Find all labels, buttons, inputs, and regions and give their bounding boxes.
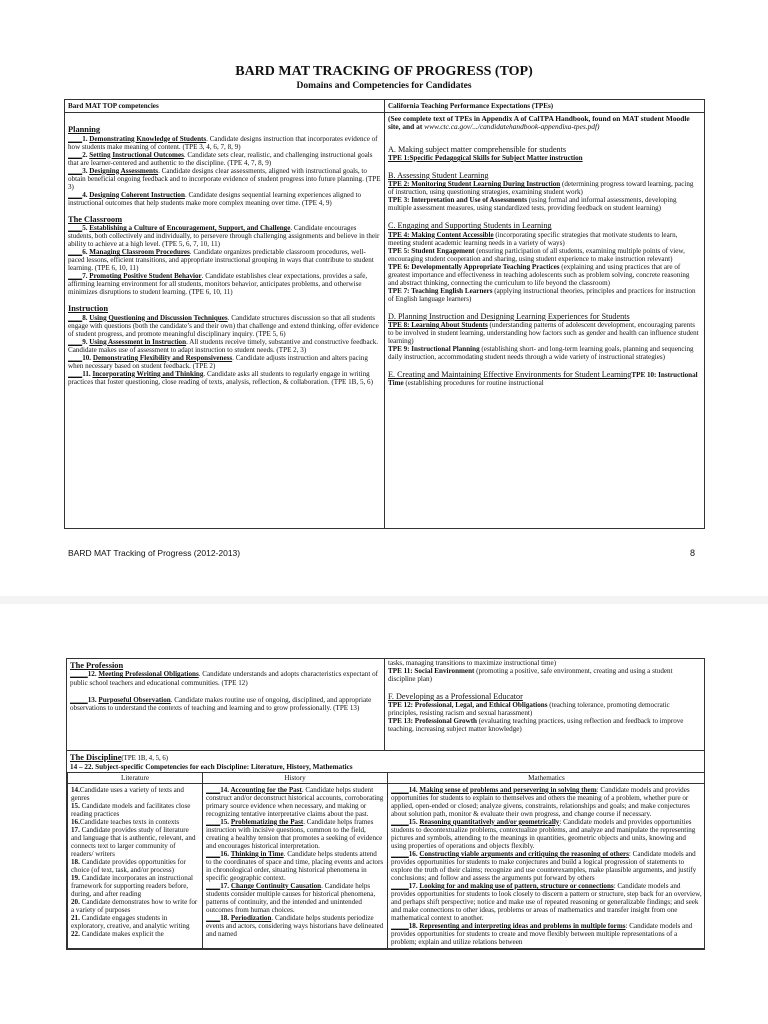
item-description: . Candidate adjusts instruction and alters pacing when necessary based on student feedback. (TPE 2) — [68, 353, 368, 370]
item-number: 8. — [82, 313, 90, 322]
history-item — [206, 818, 384, 850]
tpe-entry — [388, 154, 701, 162]
tpe-description: (establishing short- and long-term learning goals, planning and sequencing daily instruction, accommodating student needs through a wide variety of instructional strategies) — [388, 345, 694, 362]
blank-line: ____ — [206, 914, 221, 923]
item-number: 13. — [87, 695, 99, 704]
tpe-label: TPE 7: Teaching English Learners — [388, 286, 493, 295]
item-number: 15. — [408, 817, 420, 826]
literature-item — [71, 786, 199, 802]
blank-line: ____ — [68, 369, 83, 378]
tpe-11-text: (promoting a positive, safe environment, creating and using a student discipline plan) — [388, 667, 673, 684]
blank-line: ____ — [68, 353, 83, 362]
tpe-label: TPE 1:Specific Pedagogical Skills for Subject Matter instruction — [388, 154, 583, 162]
tpe-intro — [388, 115, 701, 132]
tpe-label: TPE 2: Monitoring Student Learning During Instruction — [388, 180, 561, 189]
tpe-description: (determining progress toward learning, pacing of instruction, using questioning strategies, examining student work) — [388, 180, 694, 197]
competency-item — [68, 135, 381, 151]
item-number: 18. — [408, 922, 420, 931]
section-heading: The Classroom — [68, 214, 123, 224]
item-number: 16. — [220, 849, 231, 858]
item-description: Candidate models and facilitates close reading practices — [71, 801, 191, 818]
blank-line: _____ — [70, 695, 88, 704]
tpe-entry — [388, 345, 701, 361]
history-item — [206, 914, 384, 938]
discipline-cell — [67, 751, 705, 950]
item-title: Demonstrating Flexibility and Responsiveness — [92, 353, 233, 362]
section-heading: The Profession — [70, 661, 124, 670]
history-cell — [203, 783, 388, 948]
item-title: Setting Instructional Outcomes — [89, 150, 184, 159]
item-title: Managing Classroom Procedures — [89, 248, 190, 257]
item-description: . Candidate makes routine use of ongoing, disciplined, and appropriate observations to understand the contexts of teaching and learning and to grow professionally. (TPE 13) — [70, 695, 372, 712]
item-title: Establishing a Culture of Encouragement, Support, and Challenge — [89, 224, 291, 233]
tpe-13-label: TPE 13: Professional Growth — [388, 717, 478, 726]
item-description: . Candidate designs instruction that incorporates evidence of how students make meaning of content. (TPE 3, 4, 6, 7, 8, 9) — [68, 134, 378, 151]
competency-item — [70, 696, 381, 712]
tpe-description: (incorporating specific strategies that motivate students to learn, meeting student academic learning needs in a variety of ways) — [388, 230, 678, 247]
item-number: 20. — [71, 898, 80, 907]
tpe-entry — [388, 287, 701, 303]
item-number: 2. — [82, 150, 90, 159]
tpe-group-heading: E. Creating and Maintaining Effective Environments for Student Learning — [388, 370, 632, 380]
item-description: . Candidate asks all students to regularly engage in writing practices that foster questioning, close reading of texts, analysis, reflection, & collaboration. (TPE 1B, 5, 6) — [68, 369, 373, 386]
item-description: : Candidate models and provides opportunities students to decontextualize problems, contextualize problems, and analyze and manipulate the representing pictures and symbols, attending to the meanings in quantities, geometric objects and units, knowing and using properties of operations and objects flexibly. — [391, 817, 696, 850]
item-title: Using Assessment in Instruction — [89, 337, 187, 346]
tpe-entry — [388, 263, 701, 287]
blank-line: ____ — [206, 882, 221, 890]
item-number: 14. — [408, 785, 420, 794]
item-description: . Candidate helps students attend to the coordinates of space and time, placing events and actors in chronological order, situating historical phenomena in specific geographic context. — [206, 849, 384, 882]
bard-competencies-cell — [65, 113, 385, 529]
item-title: Demonstrating Knowledge of Students — [89, 134, 207, 143]
literature-item — [71, 914, 199, 930]
tpe-12-label: TPE 12: Professional, Legal, and Ethical Obligations — [388, 701, 548, 710]
item-number: 16. — [408, 849, 420, 858]
blank-line: _____ — [70, 670, 88, 679]
blank-line: _____ — [391, 785, 409, 794]
item-title: Representing and interpreting ideas and problems in multiple forms — [419, 922, 626, 931]
blank-line: ____ — [68, 190, 83, 199]
tpe-11-label: TPE 11: Social Environment — [388, 667, 475, 676]
tpe-entry — [388, 196, 701, 212]
math-item — [391, 818, 702, 850]
page-title: BARD MAT TRACKING OF PROGRESS (TOP) — [235, 64, 533, 79]
item-description: Candidate provides study of literature and language that is authentic, relevant, and connects text to larger community of readers/ writers — [71, 825, 196, 858]
item-title: Accounting for the Past — [230, 785, 302, 794]
item-description: . Candidate helps frames instruction with incisive questions, common to the field, creating a healthy tension that promotes a seeking of evidence and encourages historical interpretation. — [206, 817, 383, 850]
tpe-label: TPE 8: Learning About Students — [388, 321, 488, 330]
discipline-header — [67, 751, 704, 772]
math-item — [391, 850, 702, 882]
tpe-description: (ensuring participation of all students, examining multiple points of view, encouraging student cooperation and sharing, using student experience to make instruction relevant) — [388, 246, 685, 263]
item-description: . Candidate helps students periodize events and actors, considering ways historians have delineated and named — [206, 914, 384, 939]
item-description: Candidate provides opportunities for choice (of text, task, and/or process) — [71, 857, 186, 874]
item-description: : Candidate models and provides opportunities for students to create and move flexibly between multiple representations of a problem; explain and utilize relations between — [391, 922, 693, 947]
history-item — [206, 786, 384, 818]
discipline-tpe: (TPE 1B, 4, 5, 6) — [121, 755, 169, 762]
item-description: . Candidate organizes predictable classroom procedures, well-paced lessons, efficient transitions, and appropriate instructional grouping in ways that contribute to student learning. (TPE 6, 10, 11) — [68, 248, 374, 273]
item-title: Incorporating Writing and Thinking — [92, 369, 204, 378]
item-title: Designing Assessments — [89, 166, 159, 175]
item-number: 11. — [82, 369, 93, 378]
item-number: 10. — [82, 353, 93, 362]
tpe-entry — [388, 231, 701, 247]
competency-item — [68, 314, 381, 338]
math-item — [391, 882, 702, 922]
item-description: Candidate incorporates an instructional framework for supporting readers before, during, and after reading — [71, 873, 193, 899]
item-number: 18. — [220, 914, 231, 923]
item-title: Purposeful Observation — [98, 695, 171, 704]
blank-line: ____ — [206, 817, 221, 826]
col-header-mathematics: Mathematics — [388, 772, 705, 783]
blank-line: _____ — [391, 817, 409, 826]
tpe-description: (using formal and informal assessments, developing multiple assessment measures, using standardized tests, providing feedback on student learning) — [388, 196, 677, 213]
competency-item — [68, 370, 381, 386]
tpe-cell — [385, 113, 705, 529]
blank-line: _____ — [391, 922, 409, 931]
item-description: . Candidate structures discussion so that all students engage with questions (both the candidate’s and their own) that challenge and extend thinking, offer evidence of student progress, and promote meaningful disciplinary inquiry. (TPE 5, 6) — [68, 313, 379, 338]
item-number: 9. — [82, 337, 90, 346]
tpe-label: TPE 5: Student Engagement — [388, 246, 475, 255]
tpe-label: TPE 3: Interpretation and Use of Assessments — [388, 196, 527, 205]
discipline-table — [67, 772, 705, 949]
item-description: Candidate demonstrates how to write for a variety of purposes — [71, 898, 198, 915]
item-description: . Candidate designs clear assessments, aligned with instructional goals, to obtain beneficial ongoing feedback and to incorporate evidence of student progress into future planning. (TPE 3) — [68, 166, 381, 191]
tpe-12 — [388, 701, 701, 717]
tpe-label: TPE 9: Instructional Planning — [388, 345, 480, 354]
tpe-continued-text: tasks, managing transitions to maximize instructional time) — [388, 659, 557, 667]
item-number: 15. — [220, 817, 231, 826]
item-number: 6. — [82, 248, 90, 257]
item-description: . Candidate encourages students, both collectively and individually, to persevere through challenging assignments and believe in their ability to achieve at a high level. (TPE 5, 6, 7, 10, 11) — [68, 224, 380, 249]
tpe-entry — [388, 321, 701, 345]
item-title: Meeting Professional Obligations — [98, 670, 199, 679]
blank-line: ____ — [68, 337, 83, 346]
profession-table — [66, 658, 705, 950]
literature-item — [71, 826, 199, 858]
history-item — [206, 882, 384, 914]
literature-item — [71, 874, 199, 898]
literature-item — [71, 802, 199, 818]
blank-line: ____ — [68, 248, 83, 257]
item-description: Candidate uses a variety of texts and genres — [71, 785, 184, 802]
blank-line: ____ — [206, 785, 221, 794]
math-item — [391, 922, 702, 946]
item-number: 14. — [71, 785, 80, 794]
page-two — [0, 604, 768, 1024]
item-description: . All students receive timely, substantive and constructive feedback. Candidate makes use of assessment to adapt instruction to student needs. (TPE 2, 3) — [68, 337, 379, 354]
item-number: 12. — [87, 670, 99, 679]
competency-item — [68, 224, 381, 248]
blank-line: ____ — [68, 166, 83, 175]
blank-line: _____ — [391, 882, 409, 890]
item-title: Change Continuity Causation — [230, 882, 322, 890]
competency-item — [68, 354, 381, 370]
item-title: Problematizing the Past — [230, 817, 304, 826]
competency-item — [68, 167, 381, 191]
blank-line: ____ — [68, 272, 83, 281]
discipline-subtitle: 14 – 22. Subject-specific Competencies for each Discipline: Literature, History, Mathematics — [70, 762, 353, 771]
item-title: Constructing viable arguments and critiquing the reasoning of others — [419, 849, 629, 858]
item-description: . Candidate designs sequential learning experiences aligned to instructional outcomes that help students make more complex meaning over time. (TPE 4, 9) — [68, 190, 362, 207]
profession-cell — [67, 659, 385, 751]
item-title: Making sense of problems and persevering in solving them — [419, 785, 597, 794]
item-number: 1. — [82, 134, 90, 143]
tpe-group-e — [388, 370, 701, 387]
spacer — [70, 687, 381, 696]
competency-item — [68, 151, 381, 167]
tpe-group-heading: A. Making subject matter comprehensible for students — [388, 144, 567, 154]
tpe-description: (applying instructional theories, principles and practices for instruction of English language learners) — [388, 286, 696, 303]
tpe-group-heading: D. Planning Instruction and Designing Learning Experiences for Students — [388, 311, 630, 321]
tpe-continued-cell — [385, 659, 705, 751]
item-number: 15. — [71, 801, 80, 810]
mathematics-cell — [388, 783, 705, 948]
item-number: 21. — [71, 914, 80, 923]
section-heading: Planning — [68, 125, 101, 135]
tpe-group-f-heading: F. Developing as a Professional Educator — [388, 692, 523, 702]
tpe-11 — [388, 667, 701, 683]
left-column-header: Bard MAT TOP competencies — [65, 100, 385, 113]
item-description: : Candidate models and provides opportunities for students to explain to themselves and others the meaning of a problem, whether pure or applied, open-ended or closed; analyze givens, constraints, relationships and goals; and make conjectures about solution path, monitor & evaluate their own progress, and change course if necessary. — [391, 785, 690, 818]
item-number: 19. — [71, 873, 80, 882]
item-description: Candidate makes explicit the — [79, 930, 164, 939]
tpe-handbook-link[interactable]: www.ctc.ca.gov/.../candidatehandbook-appendixa-tpes.pdf) — [424, 122, 600, 132]
blank-line: ____ — [68, 134, 83, 143]
item-number: 17. — [220, 882, 231, 890]
item-description: . Candidate helps student construct and/or deconstruct historical accounts, corroborating primary source evidence when necessary, and making or recognizing tentative interpretative claims about the past. — [206, 785, 384, 818]
literature-item — [71, 898, 199, 914]
page-subtitle: Domains and Competencies for Candidates — [296, 81, 472, 91]
tpe-13-text: (evaluating teaching practices, using reflection and feedback to improve teaching, increasing subject matter knowledge) — [388, 717, 684, 734]
math-item — [391, 786, 702, 818]
literature-item — [71, 858, 199, 874]
competency-item — [68, 191, 381, 207]
blank-line: ____ — [68, 150, 83, 159]
tpe-description: (understanding patterns of adolescent development, encouraging parents to be involved in student learning, understanding how factors such as gender and health can influence student learning) — [388, 321, 699, 346]
page-number: 8 — [690, 548, 696, 558]
right-column-header: California Teaching Performance Expectations (TPEs) — [385, 100, 705, 113]
item-number: 16. — [71, 817, 80, 826]
tpe-group-heading: C. Engaging and Supporting Students in Learning — [388, 221, 552, 231]
item-title: Periodization — [230, 914, 272, 923]
literature-item — [71, 930, 199, 938]
col-header-literature: Literature — [68, 772, 203, 783]
item-number: 17. — [71, 825, 80, 834]
tpe-entry — [388, 180, 701, 196]
item-description: . Candidate helps students consider multiple causes for historical phenomena, patterns of continuity, and the intended and unintended outcomes from human choices. — [206, 882, 376, 915]
item-title: Looking for and making use of pattern, structure or connections — [419, 882, 614, 890]
item-number: 22. — [71, 930, 80, 939]
item-number: 5. — [82, 224, 90, 233]
tpe-group-heading: B. Assessing Student Learning — [388, 171, 489, 181]
item-description: . Candidate understands and adopts characteristics expectant of public school teachers and educational communities. (TPE 12) — [70, 670, 378, 687]
tpe-13 — [388, 717, 701, 733]
item-number: 3. — [82, 166, 90, 175]
item-description: . Candidate establishes clear expectations, provides a safe, affirming learning environment for all students, monitors behavior, anticipates problems, and otherwise minimizes disruptions to student learning. (TPE 6, 10, 11) — [68, 272, 368, 297]
item-number: 7. — [82, 272, 90, 281]
tpe-label: TPE 6: Developmentally Appropriate Teaching Practices — [388, 262, 560, 271]
item-number: 18. — [71, 857, 80, 866]
item-title: Promoting Positive Student Behavior — [89, 272, 202, 281]
tpe-description: (establishing procedures for routine instructional — [403, 379, 544, 388]
blank-line: _____ — [391, 849, 409, 858]
literature-item — [71, 818, 199, 826]
competency-item — [70, 670, 381, 686]
competency-table — [64, 99, 705, 529]
section-heading: Instruction — [68, 304, 109, 314]
blank-line: ____ — [68, 313, 83, 322]
item-description: : Candidate models and provides opportunities for students to make conjectures and build a logical progression of statements to explore the truth of their claims; recognize and use counterexamples, make plausible arguments, and justify conclusions; and follow and assess the arguments put forward by others — [391, 849, 697, 882]
item-title: Thinking in Time — [230, 849, 284, 858]
item-title: Designing Coherent Instruction — [89, 190, 185, 199]
competency-item — [68, 248, 381, 272]
item-number: 4. — [82, 190, 90, 199]
tpe-groups — [388, 145, 701, 388]
item-description: : Candidate models and provides opportunities for students to look closely to discern a pattern or structure, step back for an overview, and perhaps shift perspective; notice and make use of repeated reasoning or generalizable findings; and seek and make connections to other ideas, problems or areas of mathematics and transfer insight from one mathematical context to another. — [391, 882, 702, 923]
tpe-entry — [388, 247, 701, 263]
item-number: 14. — [220, 785, 231, 794]
history-item — [206, 850, 384, 882]
blank-line: ____ — [206, 849, 221, 858]
item-description: Candidate teaches texts in contexts — [79, 817, 180, 826]
item-number: 17. — [408, 882, 420, 890]
item-description: . Candidate sets clear, realistic, and challenging instructional goals that are learner-centered and authentic to the discipline. (TPE 4, 7, 8, 9) — [68, 150, 373, 167]
competency-item — [68, 272, 381, 296]
competency-item — [68, 338, 381, 354]
tpe-label: TPE 10: Instructional Time — [388, 371, 698, 388]
item-title: Using Questioning and Discussion Techniques — [89, 313, 228, 322]
tpe-12-text: (teaching tolerance, promoting democratic principles, resisting racism and sexual harassment) — [388, 701, 670, 718]
tpe-intro-text: (See complete text of TPEs in Appendix A of CalTPA Handbook, found on MAT student Moodle site, and at — [388, 114, 690, 132]
footer-title: BARD MAT Tracking of Progress (2012-2013) — [68, 548, 241, 558]
tpe-label: TPE 4: Making Content Accessible — [388, 230, 494, 239]
literature-cell — [68, 783, 203, 948]
item-title: Reasoning quantitatively and/or geometrically — [419, 817, 560, 826]
item-description: Candidate engages students in exploratory, creative, and analytic writing — [71, 914, 190, 931]
discipline-title: The Discipline — [70, 753, 122, 762]
tpe-description: (explaining and using practices that are of greatest importance and effectiveness in teaching adolescents such as problem solving, concrete reasoning and abstract thinking, connecting the curriculum to life beyond the classroom) — [388, 262, 690, 287]
blank-line: ____ — [68, 224, 83, 233]
col-header-history: History — [203, 772, 388, 783]
